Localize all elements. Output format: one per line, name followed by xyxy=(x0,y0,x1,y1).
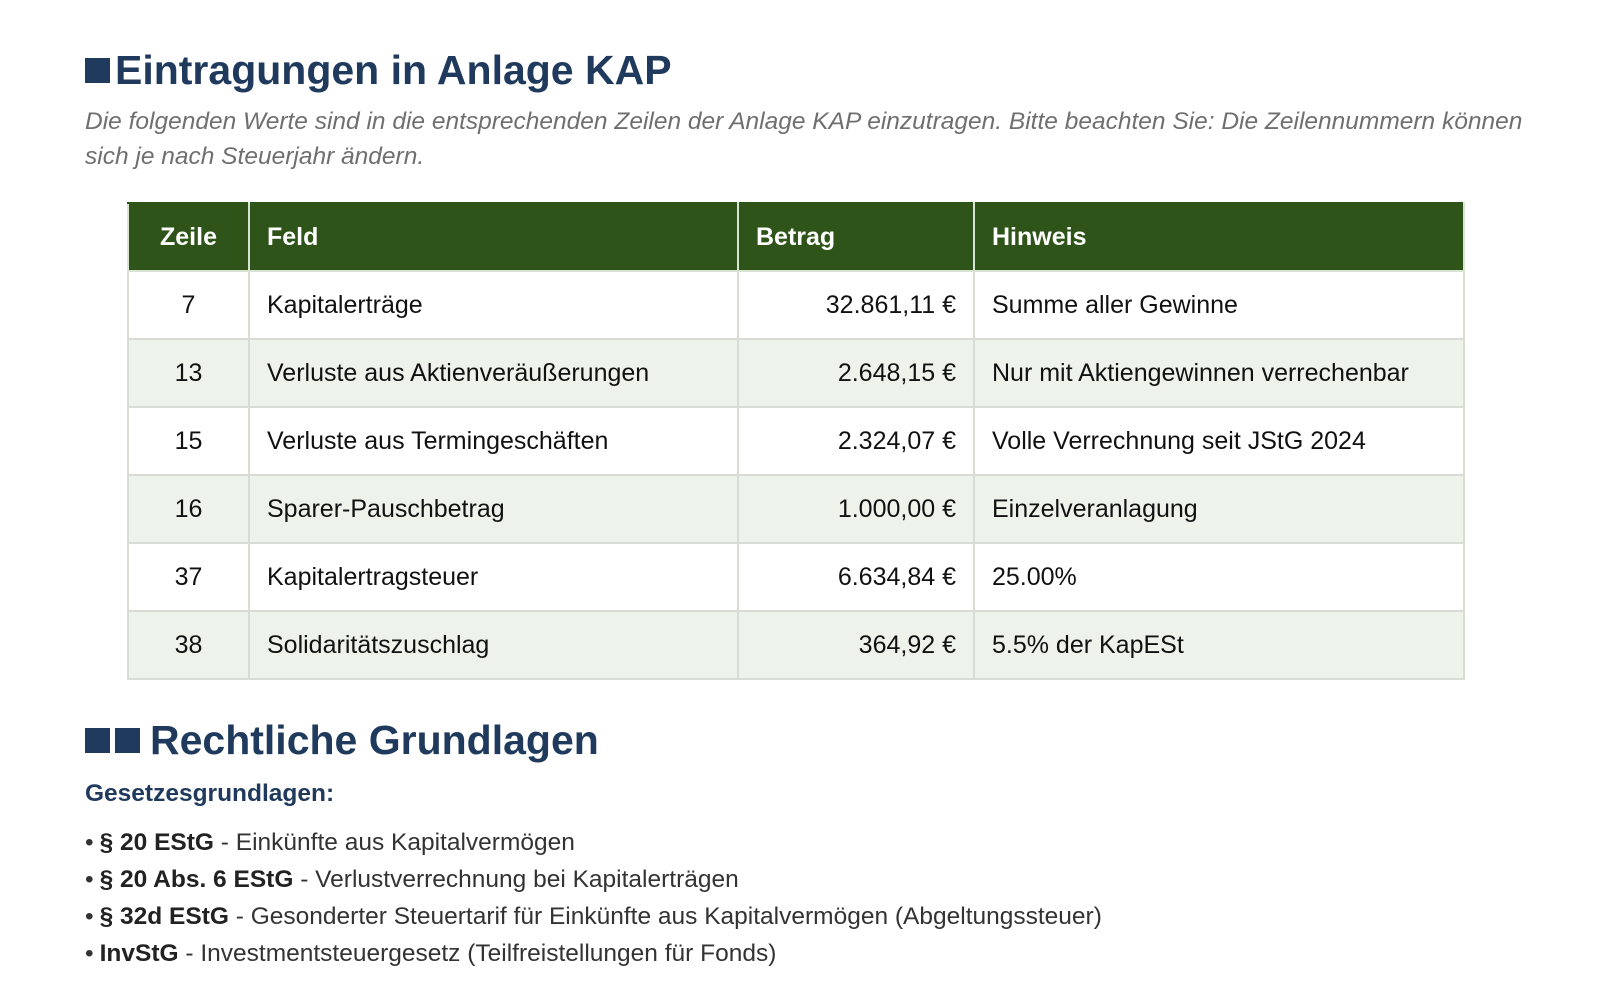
cell-zeile: 16 xyxy=(128,475,249,543)
bullet-dot-icon: • xyxy=(85,940,94,967)
table-row xyxy=(128,339,1464,407)
square-bullet-icon xyxy=(85,728,110,753)
list-item: • § 20 Abs. 6 EStG - Verlustverrechnung bei Kapitalerträgen xyxy=(85,866,739,893)
table-row xyxy=(128,543,1464,611)
cell-zeile: 38 xyxy=(128,611,249,679)
legal-section-title: Rechtliche Grundlagen xyxy=(150,717,599,763)
bullet-dot-icon: • xyxy=(85,866,94,893)
bullet-dot-icon: • xyxy=(85,903,94,930)
square-bullet-icon xyxy=(85,58,110,83)
table-row xyxy=(128,271,1464,339)
cell-feld: Sparer-Pauschbetrag xyxy=(249,475,738,543)
column-header-zeile: Zeile xyxy=(128,203,249,271)
law-reference: § 20 EStG xyxy=(99,829,214,856)
cell-zeile: 15 xyxy=(128,407,249,475)
cell-hinweis: Einzelveranlagung xyxy=(974,475,1464,543)
legal-section xyxy=(85,712,1102,972)
table-header-row xyxy=(128,203,1464,271)
list-item: • InvStG - Investmentsteuergesetz (Teilfreistellungen für Fonds) xyxy=(85,940,777,967)
cell-feld: Solidaritätszuschlag xyxy=(249,611,738,679)
double-square-bullet-icon xyxy=(85,728,140,753)
cell-feld: Verluste aus Aktienveräußerungen xyxy=(249,339,738,407)
cell-hinweis: Volle Verrechnung seit JStG 2024 xyxy=(974,407,1464,475)
law-list xyxy=(85,824,1102,972)
cell-betrag: 364,92 € xyxy=(738,611,974,679)
cell-betrag: 2.648,15 € xyxy=(738,339,974,407)
kap-section-heading xyxy=(85,42,1525,98)
cell-hinweis: 25.00% xyxy=(974,543,1464,611)
cell-hinweis: Summe aller Gewinne xyxy=(974,271,1464,339)
bullet-dot-icon: • xyxy=(85,829,94,856)
column-header-hinweis: Hinweis xyxy=(974,203,1464,271)
kap-intro-text: Die folgenden Werte sind in die entsprechenden Zeilen der Anlage KAP einzutragen. Bitte beachten Sie: Die Zeilennummern können sich je nach Steuerjahr ändern. xyxy=(85,108,1523,170)
cell-feld: Verluste aus Termingeschäften xyxy=(249,407,738,475)
square-bullet-icon xyxy=(115,728,140,753)
legal-subheading: Gesetzesgrundlagen: xyxy=(85,780,335,807)
cell-betrag: 1.000,00 € xyxy=(738,475,974,543)
kap-section-title: Eintragungen in Anlage KAP xyxy=(115,47,672,93)
law-description: Gesonderter Steuertarif für Einkünfte aus Kapitalvermögen (Abgeltungssteuer) xyxy=(250,903,1102,930)
cell-feld: Kapitalerträge xyxy=(249,271,738,339)
cell-betrag: 6.634,84 € xyxy=(738,543,974,611)
list-item: • § 20 EStG - Einkünfte aus Kapitalvermögen xyxy=(85,829,575,856)
cell-hinweis: 5.5% der KapESt xyxy=(974,611,1464,679)
cell-zeile: 7 xyxy=(128,271,249,339)
cell-betrag: 2.324,07 € xyxy=(738,407,974,475)
document-page xyxy=(85,42,1525,967)
cell-hinweis: Nur mit Aktiengewinnen verrechenbar xyxy=(974,339,1464,407)
table-row xyxy=(128,407,1464,475)
law-reference: § 32d EStG xyxy=(99,903,229,930)
column-header-feld: Feld xyxy=(249,203,738,271)
law-description: Verlustverrechnung bei Kapitalerträgen xyxy=(315,866,739,893)
table-row xyxy=(128,611,1464,679)
cell-zeile: 37 xyxy=(128,543,249,611)
table-row xyxy=(128,475,1464,543)
law-description: Einkünfte aus Kapitalvermögen xyxy=(235,829,575,856)
cell-betrag: 32.861,11 € xyxy=(738,271,974,339)
legal-section-heading xyxy=(85,712,1102,768)
kap-entries-table xyxy=(127,202,1465,680)
law-reference: § 20 Abs. 6 EStG xyxy=(99,866,294,893)
column-header-betrag: Betrag xyxy=(738,203,974,271)
cell-zeile: 13 xyxy=(128,339,249,407)
list-item: • § 32d EStG - Gesonderter Steuertarif für Einkünfte aus Kapitalvermögen (Abgeltungssteuer) xyxy=(85,903,1102,930)
cell-feld: Kapitalertragsteuer xyxy=(249,543,738,611)
law-reference: InvStG xyxy=(99,940,179,967)
law-description: Investmentsteuergesetz (Teilfreistellungen für Fonds) xyxy=(200,940,777,967)
